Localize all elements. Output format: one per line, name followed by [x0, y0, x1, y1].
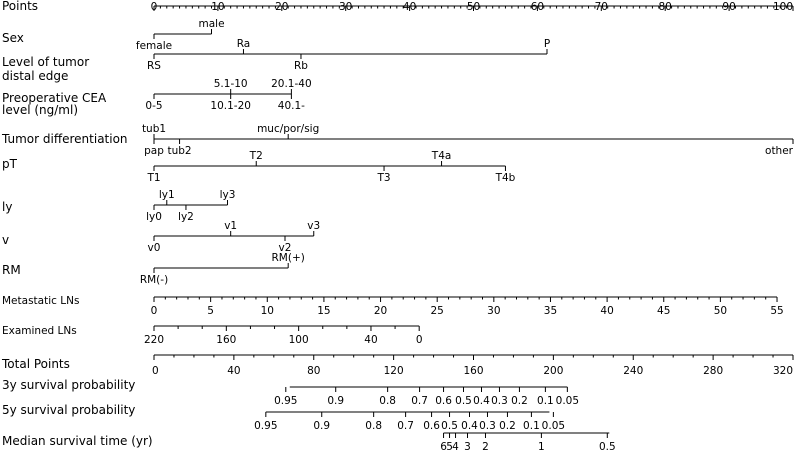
- level-label-v0: v0: [147, 242, 161, 254]
- variable-name-level-of-tumor-distal-edge: distal edge: [2, 69, 69, 83]
- level-label-t3: T3: [377, 172, 391, 184]
- scale-label-examined-lns: 0: [415, 334, 423, 346]
- outcome-tick-label-5y-survival-probability: 0.2: [499, 420, 516, 432]
- variable-name-tumor-differentiation: Tumor differentiation: [2, 132, 128, 146]
- outcome-tick-label-5y-survival-probability: 0.8: [365, 420, 383, 432]
- level-label-male: male: [198, 18, 225, 30]
- outcome-tick-label-3y-survival-probability: 0.2: [511, 395, 528, 407]
- variable-name-preoperative-cea-level-ng-ml: level (ng/ml): [2, 103, 79, 117]
- outcome-tick-label-median-survival-time-yr: 2: [482, 441, 489, 453]
- scale-label-metastatic-lns: 30: [487, 305, 501, 317]
- outcome-tick-label-5y-survival-probability: 0.4: [461, 420, 478, 432]
- level-label-pap: pap: [144, 145, 164, 157]
- level-label-other: other: [765, 145, 793, 157]
- points-tick-label: 40: [402, 1, 417, 13]
- scale-label-metastatic-lns: 45: [657, 305, 671, 317]
- outcome-tick-label-5y-survival-probability: 0.7: [397, 420, 414, 432]
- level-label-10-1-20: 10.1-20: [210, 100, 251, 112]
- level-label-rm: RM(+): [271, 252, 305, 264]
- points-tick-label: 80: [658, 1, 672, 13]
- outcome-tick-label-3y-survival-probability: 0.05: [555, 395, 580, 407]
- total-tick-label: 80: [307, 365, 321, 377]
- total-tick-label: 280: [703, 365, 724, 377]
- points-axis-title: Points: [2, 0, 39, 13]
- points-tick-label: 0: [150, 1, 158, 13]
- level-label-t4b: T4b: [495, 172, 516, 184]
- outcome-tick-label-5y-survival-probability: 0.3: [479, 420, 496, 432]
- level-label-ly0: ly0: [146, 211, 162, 223]
- scale-label-metastatic-lns: 35: [543, 305, 558, 317]
- level-label-rm: RM(-): [139, 274, 169, 286]
- total-tick-label: 160: [463, 365, 484, 377]
- level-label-rb: Rb: [293, 60, 308, 72]
- outcome-tick-label-5y-survival-probability: 0.9: [313, 420, 331, 432]
- points-tick-label: 20: [275, 1, 289, 13]
- variable-name-examined-lns: Examined LNs: [2, 325, 77, 337]
- level-label-t1: T1: [147, 172, 161, 184]
- variable-name-metastatic-lns: Metastatic LNs: [2, 295, 80, 307]
- total-tick-label: 40: [227, 365, 241, 377]
- points-tick-label: 50: [466, 1, 481, 13]
- outcome-name-3y-survival-probability: 3y survival probability: [2, 378, 136, 392]
- level-label-v1: v1: [224, 220, 238, 232]
- outcome-tick-label-median-survival-time-yr: 1: [538, 441, 545, 453]
- level-label-5-1-10: 5.1-10: [213, 78, 248, 90]
- scale-label-examined-lns: 100: [288, 334, 309, 346]
- points-tick-label: 90: [722, 1, 736, 13]
- outcome-tick-label-3y-survival-probability: 0.1: [537, 395, 554, 407]
- variable-name-ly: ly: [2, 200, 13, 214]
- outcome-tick-label-3y-survival-probability: 0.9: [327, 395, 345, 407]
- points-tick-label: 100: [772, 1, 793, 13]
- level-label-female: female: [135, 40, 173, 52]
- level-label-v2: v2: [278, 242, 292, 254]
- total-tick-label: 120: [383, 365, 404, 377]
- points-tick-label: 30: [339, 1, 353, 13]
- outcome-name-5y-survival-probability: 5y survival probability: [2, 403, 136, 417]
- outcome-tick-label-3y-survival-probability: 0.6: [435, 395, 452, 407]
- outcome-tick-label-5y-survival-probability: 0.95: [254, 420, 278, 432]
- variable-name-sex: Sex: [2, 31, 24, 45]
- total-tick-label: 240: [623, 365, 644, 377]
- level-label-p: P: [543, 38, 551, 50]
- scale-label-examined-lns: 40: [364, 334, 378, 346]
- level-label-t4a: T4a: [431, 150, 452, 162]
- variable-name-v: v: [2, 233, 10, 247]
- level-label-v3: v3: [307, 220, 321, 232]
- level-label-muc-por-sig: muc/por/sig: [257, 123, 320, 135]
- outcome-tick-label-median-survival-time-yr: 3: [464, 441, 471, 453]
- outcome-tick-label-3y-survival-probability: 0.7: [411, 395, 428, 407]
- level-label-ly1: ly1: [158, 189, 175, 201]
- outcome-tick-label-3y-survival-probability: 0.95: [274, 395, 298, 407]
- outcome-tick-label-3y-survival-probability: 0.4: [473, 395, 490, 407]
- level-label-ly2: ly2: [178, 211, 194, 223]
- scale-label-metastatic-lns: 25: [430, 305, 444, 317]
- outcome-tick-label-median-survival-time-yr: 5: [446, 441, 453, 453]
- outcome-name-median-survival-time-yr: Median survival time (yr): [2, 434, 153, 448]
- outcome-tick-label-median-survival-time-yr: 6: [440, 441, 447, 453]
- variable-name-preoperative-cea-level-ng-ml: Preoperative CEA: [2, 91, 107, 105]
- scale-label-examined-lns: 160: [216, 334, 237, 346]
- variable-name-level-of-tumor-distal-edge: Level of tumor: [2, 55, 90, 69]
- scale-label-metastatic-lns: 40: [600, 305, 614, 317]
- points-tick-label: 70: [594, 1, 608, 13]
- scale-label-metastatic-lns: 5: [207, 305, 214, 317]
- level-label-0-5: 0-5: [145, 100, 163, 112]
- scale-label-metastatic-lns: 20: [373, 305, 388, 317]
- scale-label-metastatic-lns: 55: [770, 305, 784, 317]
- outcome-tick-label-3y-survival-probability: 0.8: [379, 395, 396, 407]
- outcome-tick-label-5y-survival-probability: 0.6: [423, 420, 440, 432]
- level-label-tub1: tub1: [141, 123, 167, 135]
- level-label-t2: T2: [249, 150, 263, 162]
- level-label-40-1: 40.1-: [277, 100, 305, 112]
- total-tick-label: 320: [772, 365, 793, 377]
- points-tick-label: 10: [211, 1, 225, 13]
- scale-label-metastatic-lns: 15: [317, 305, 331, 317]
- total-tick-label: 0: [152, 365, 159, 377]
- outcome-tick-label-3y-survival-probability: 0.3: [491, 395, 508, 407]
- level-label-ly3: ly3: [219, 189, 236, 201]
- variable-name-pt: pT: [2, 157, 17, 171]
- total-tick-label: 200: [543, 365, 564, 377]
- level-label-20-1-40: 20.1-40: [271, 78, 312, 90]
- outcome-tick-label-median-survival-time-yr: 0.5: [598, 441, 616, 453]
- variable-name-rm: RM: [2, 263, 21, 277]
- outcome-tick-label-3y-survival-probability: 0.5: [455, 395, 472, 407]
- outcome-tick-label-5y-survival-probability: 0.5: [441, 420, 458, 432]
- total-points-title: Total Points: [2, 357, 70, 371]
- outcome-tick-label-median-survival-time-yr: 4: [452, 441, 459, 453]
- outcome-tick-label-5y-survival-probability: 0.1: [523, 420, 540, 432]
- scale-label-examined-lns: 220: [143, 334, 165, 346]
- points-tick-label: 60: [530, 1, 545, 13]
- scale-label-metastatic-lns: 50: [713, 305, 728, 317]
- level-label-tub2: tub2: [167, 145, 192, 157]
- scale-label-metastatic-lns: 0: [150, 305, 158, 317]
- scale-label-metastatic-lns: 10: [260, 305, 274, 317]
- level-label-rs: RS: [147, 60, 161, 72]
- outcome-tick-label-5y-survival-probability: 0.05: [541, 420, 566, 432]
- level-label-ra: Ra: [236, 38, 251, 50]
